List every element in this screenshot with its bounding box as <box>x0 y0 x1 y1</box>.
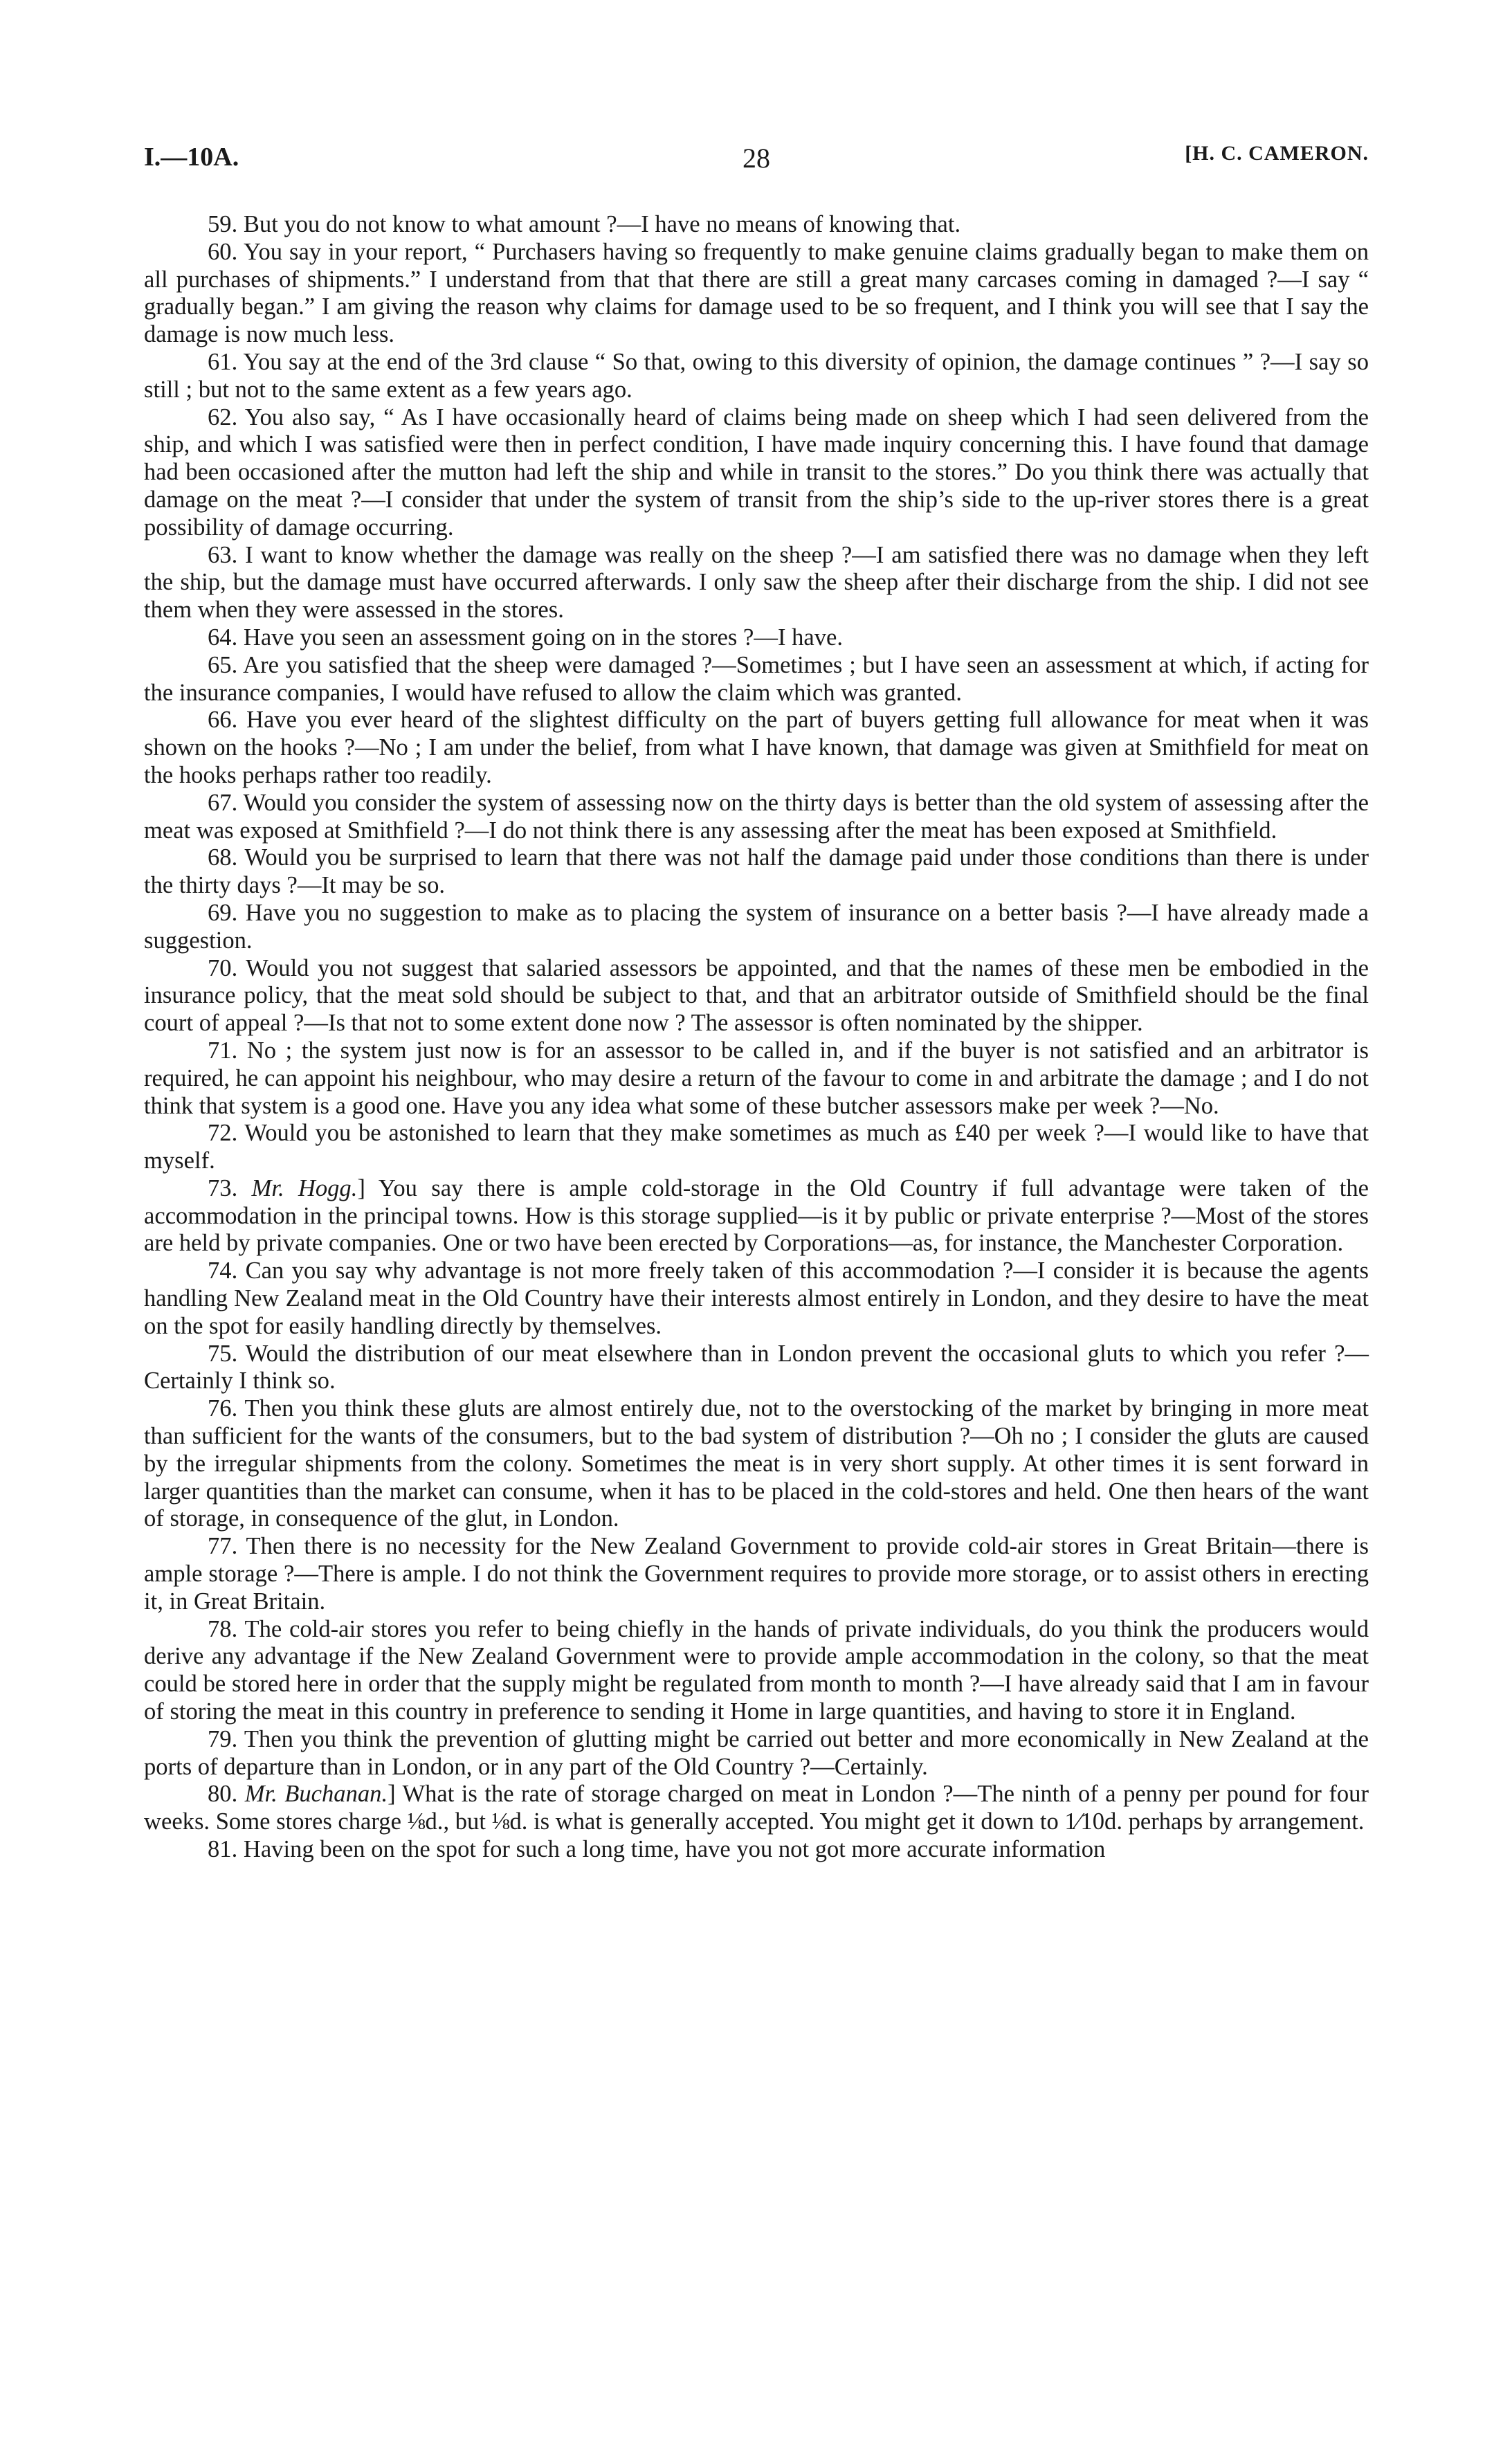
question-paragraph-59: 59. But you do not know to what amount ?—I have no means of knowing that. <box>208 211 961 237</box>
question-paragraph-65: 65. Are you satisfied that the sheep were damaged ?—Sometimes ; but I have seen an assessment at which, if acting for the insurance companies, I would have refused to allow the claim which was granted. <box>144 651 1369 706</box>
question-paragraph-75: 75. Would the distribution of our meat elsewhere than in London prevent the occasional gluts to which you refer ?—Certainly I think so. <box>144 1340 1369 1395</box>
page-header <box>144 142 1369 183</box>
document-reference: I.—10A. <box>144 143 239 172</box>
question-paragraph-71: 71. No ; the system just now is for an assessor to be called in, and if the buyer is not satisfied and an arbitrator is required, he can appoint his neighbour, who may desire a return of the favour to come in and arbitrate the damage ; and I do not think that system is a good one. Have you any idea what some of these butcher assessors make per week ?—No. <box>144 1037 1369 1119</box>
question-paragraph-72: 72. Would you be astonished to learn that they make sometimes as much as £40 per week ?—I would like to have that myself. <box>144 1120 1369 1174</box>
question-paragraph-78: 78. The cold-air stores you refer to being chiefly in the hands of private individuals, do you think the producers would derive any advantage if the New Zealand Government were to provide ample accommodation in the colony, so that the meat could be stored here in order that the supply might be regulated from month to month ?—I have already said that I am in favour of storing the meat in this country in preference to sending it Home in large quantities, and having to store it in England. <box>144 1615 1369 1725</box>
question-paragraph-80: 80. Mr. Buchanan.] What is the rate of storage charged on meat in London ?—The ninth of a penny per pound for four weeks. Some stores charge ⅛d., but ⅛d. is what is generally accepted. You might get it down to 1⁄10d. perhaps by arrangement. <box>144 1781 1369 1835</box>
question-paragraph-64: 64. Have you seen an assessment going on in the stores ?—I have. <box>208 624 844 651</box>
question-paragraph-74: 74. Can you say why advantage is not more freely taken of this accommodation ?—I consider it is because the agents handling New Zealand meat in the Old Country have their interests almost entirely in London, and they desire to have the meat on the spot for easily handling directly by themselves. <box>144 1257 1369 1339</box>
question-paragraph-70: 70. Would you not suggest that salaried assessors be appointed, and that the names of these men be embodied in the insurance policy, that the meat sold should be subject to that, and that an arbitrator outside of Smithfield should be the final court of appeal ?—Is that not to some extent done now ? The assessor is often nominated by the shipper. <box>144 954 1369 1037</box>
witness-name: [H. C. CAMERON. <box>1185 142 1369 165</box>
question-paragraph-73: 73. Mr. Hogg.] You say there is ample cold-storage in the Old Country if full advantage were taken of the accommodation in the principal towns. How is this storage supplied—is it by public or private enterprise ?—Most of the stores are held by private companies. One or two have been erected by Corporations—as, for instance, the Manchester Corporation. <box>144 1174 1369 1257</box>
page-number: 28 <box>743 143 770 174</box>
question-paragraph-79: 79. Then you think the prevention of glutting might be carried out better and more economically in New Zealand at the ports of departure than in London, or in any part of the Old Country ?—Certainly. <box>144 1725 1369 1780</box>
question-paragraph-69: 69. Have you no suggestion to make as to placing the system of insurance on a better basis ?—I have already made a suggestion. <box>144 899 1369 954</box>
question-paragraph-60: 60. You say in your report, “ Purchasers having so frequently to make genuine claims gradually began to make them on all purchases of shipments.” I understand from that that there are still a great many carcases coming in damaged ?—I say “ gradually began.” I am giving the reason why claims for damage used to be so frequent, and I think you will see that I say the damage is now much less. <box>144 238 1369 348</box>
question-paragraph-77: 77. Then there is no necessity for the New Zealand Government to provide cold-air stores in Great Britain—there is ample storage ?—There is ample. I do not think the Government requires to provide more storage, or to assist others in erecting it, in Great Britain. <box>144 1533 1369 1615</box>
question-paragraph-66: 66. Have you ever heard of the slightest difficulty on the part of buyers getting full allowance for meat when it was shown on the hooks ?—No ; I am under the belief, from what I have known, that damage was given at Smithfield for meat on the hooks perhaps rather too readily. <box>144 707 1369 788</box>
question-paragraph-68: 68. Would you be surprised to learn that there was not half the damage paid under those conditions than there is under the thirty days ?—It may be so. <box>144 844 1369 899</box>
testimony-body <box>144 211 1369 1864</box>
speaker-name: Mr. Buchanan. <box>244 1781 388 1808</box>
question-paragraph-61: 61. You say at the end of the 3rd clause “ So that, owing to this diversity of opinion, the damage continues ” ?—I say so still ; but not to the same extent as a few years ago. <box>144 348 1369 403</box>
question-paragraph-67: 67. Would you consider the system of assessing now on the thirty days is better than the old system of assessing after the meat was exposed at Smithfield ?—I do not think there is any assessing after the meat has been exposed at Smithfield. <box>144 789 1369 844</box>
question-paragraph-76: 76. Then you think these gluts are almost entirely due, not to the overstocking of the market by bringing in more meat than sufficient for the wants of the consumers, but to the bad system of distribution ?—Oh no ; I consider the gluts are caused by the irregular shipments from the colony. Sometimes the meat is in very short supply. At other times it is sent forward in larger quantities than the market can consume, when it has to be placed in the cold-stores and held. One then hears of the want of storage, in consequence of the glut, in London. <box>144 1395 1369 1532</box>
question-paragraph-63: 63. I want to know whether the damage was really on the sheep ?—I am satisfied there was no damage when they left the ship, but the damage must have occurred afterwards. I only saw the sheep after their discharge from the ship. I did not see them when they were assessed in the stores. <box>144 541 1369 624</box>
question-paragraph-62: 62. You also say, “ As I have occasionally heard of claims being made on sheep which I had seen delivered from the ship, and which I was satisfied were then in perfect condition, I have made inquiry concerning this. I have found that damage had been occasioned after the mutton had left the ship and while in transit to the stores.” Do you think there was actually that damage on the meat ?—I consider that under the system of transit from the ship’s side to the up-river stores there is a great possibility of damage occurring. <box>144 403 1369 541</box>
speaker-name: Mr. Hogg. <box>251 1174 358 1201</box>
question-paragraph-81: 81. Having been on the spot for such a long time, have you not got more accurate information <box>208 1836 1106 1863</box>
